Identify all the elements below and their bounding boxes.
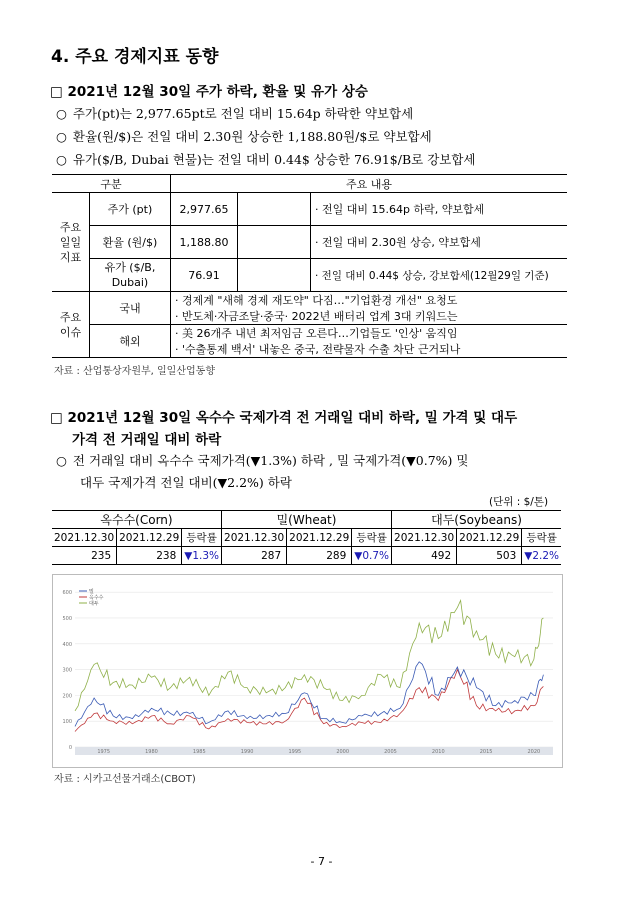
- corn-header: 옥수수(Corn): [52, 511, 222, 529]
- bullet-text: 전 거래일 대비 옥수수 국제가격(▼1.3%) 하락 , 밀 국제가격(▼0.7%) 및: [72, 453, 469, 468]
- chart-source-note: 자료 : 시카고선물거래소(CBOT): [54, 774, 196, 785]
- y-tick-label: 100: [62, 719, 72, 726]
- change-cell: ▼1.3%: [182, 547, 222, 565]
- y-tick-label: 200: [62, 693, 72, 700]
- row-note: · 전일 대비 2.30원 상승, 약보합세: [311, 226, 568, 259]
- series-line-대두: [75, 601, 543, 711]
- bullet-oil: [56, 150, 476, 168]
- domestic-item: · 반도체·자금조달·중국· 2022년 배터리 업계 3대 키워드는: [171, 308, 568, 325]
- unit-label: (단위 : $/톤): [489, 496, 549, 508]
- group-indicator: 주요 일일 지표: [52, 193, 89, 292]
- chart-svg: [53, 575, 562, 767]
- row-name: 환율 (원/$): [89, 226, 170, 259]
- overseas-item: · '수출통제 백서' 내놓은 중국, 전략물자 수출 차단 근거되나: [171, 341, 568, 358]
- bullet-text: 유가($/B, Dubai 현물)는 전일 대비 0.44$ 상승한 76.91$/B로 강보합세: [72, 152, 476, 167]
- price-cell: 289: [287, 547, 352, 565]
- x-tick-label: 1985: [192, 749, 206, 755]
- x-tick-label: 2005: [384, 749, 397, 755]
- source-note: 자료 : 산업통상자원부, 일일산업동향: [54, 366, 215, 377]
- y-tick-label: 400: [62, 641, 72, 648]
- price-cell: 238: [117, 547, 182, 565]
- overseas-item: · 美 26개주 내년 최저임금 오른다…기업들도 '인상' 움직임: [171, 325, 568, 342]
- overseas-label: 해외: [89, 325, 170, 358]
- row-blank: [238, 259, 311, 292]
- date-cell: 2021.12.29: [457, 529, 522, 547]
- bullet-marker: ○: [56, 453, 67, 468]
- bullet-marker: ○: [56, 152, 67, 167]
- change-header: 등락률: [182, 529, 222, 547]
- bullet-fx: [56, 127, 432, 145]
- change-header: 등락률: [522, 529, 561, 547]
- header-category: 구분: [52, 175, 171, 193]
- bullet-grain: [56, 451, 468, 469]
- row-name: 유가 ($/B, Dubai): [89, 259, 170, 292]
- row-value: 76.91: [171, 259, 238, 292]
- x-tick-label: 2015: [479, 749, 493, 755]
- bullet-grain-cont: 대두 국제가격 전일 대비(▼2.2%) 하락: [80, 475, 292, 490]
- row-value: 1,188.80: [171, 226, 238, 259]
- row-blank: [238, 193, 311, 226]
- legend-label: 옥수수: [89, 595, 104, 601]
- date-cell: 2021.12.30: [222, 529, 287, 547]
- date-cell: 2021.12.29: [117, 529, 182, 547]
- price-cell: 503: [457, 547, 522, 565]
- bullet-text: 환율(원/$)은 전일 대비 2.30원 상승한 1,188.80원/$로 약보합세: [72, 129, 432, 144]
- section1-heading: □ 2021년 12월 30일 주가 하락, 환율 및 유가 상승: [50, 84, 368, 100]
- x-tick-label: 1975: [97, 749, 111, 755]
- soy-header: 대두(Soybeans): [392, 511, 562, 529]
- page-number: - 7 -: [310, 855, 333, 868]
- date-cell: 2021.12.29: [287, 529, 352, 547]
- grain-price-chart: [52, 574, 563, 768]
- section-title: 4. 주요 경제지표 동향: [51, 47, 219, 67]
- price-cell: 235: [52, 547, 117, 565]
- legend-label: 대두: [89, 601, 99, 607]
- bullet-stock: [56, 104, 413, 122]
- domestic-item: · 경제계 "새해 경제 재도약" 다짐…"기업환경 개선" 요청도: [171, 292, 568, 309]
- indicator-table: [52, 174, 567, 358]
- y-tick-label: 500: [62, 615, 72, 622]
- row-note: · 전일 대비 15.64p 하락, 약보합세: [311, 193, 568, 226]
- y-tick-label: 600: [62, 590, 72, 597]
- group-issue: 주요 이슈: [52, 292, 89, 358]
- wheat-header: 밀(Wheat): [222, 511, 392, 529]
- domestic-label: 국내: [89, 292, 170, 325]
- header-content: 주요 내용: [171, 175, 568, 193]
- x-tick-label: 1995: [288, 749, 302, 755]
- bullet-marker: ○: [56, 106, 67, 121]
- price-cell: 287: [222, 547, 287, 565]
- y-tick-label: 0: [68, 745, 72, 751]
- section2-heading-cont: 가격 전 거래일 대비 하락: [72, 432, 222, 448]
- grain-price-table: [52, 510, 561, 565]
- x-tick-label: 1990: [240, 749, 254, 755]
- price-cell: 492: [392, 547, 457, 565]
- row-name: 주가 (pt): [89, 193, 170, 226]
- row-blank: [238, 226, 311, 259]
- y-tick-label: 300: [62, 667, 72, 674]
- x-tick-label: 2020: [527, 749, 541, 755]
- bullet-marker: ○: [56, 129, 67, 144]
- change-cell: ▼0.7%: [352, 547, 392, 565]
- row-value: 2,977.65: [171, 193, 238, 226]
- x-tick-label: 2010: [431, 749, 445, 755]
- bullet-text: 주가(pt)는 2,977.65pt로 전일 대비 15.64p 하락한 약보합세: [72, 106, 414, 121]
- date-cell: 2021.12.30: [392, 529, 457, 547]
- x-tick-label: 2000: [336, 749, 350, 755]
- change-cell: ▼2.2%: [522, 547, 561, 565]
- row-note: · 전일 대비 0.44$ 상승, 강보합세(12월29일 기준): [311, 259, 568, 292]
- date-cell: 2021.12.30: [52, 529, 117, 547]
- change-header: 등락률: [352, 529, 392, 547]
- legend-label: 밀: [89, 589, 94, 595]
- x-tick-label: 1980: [145, 749, 158, 755]
- section2-heading: □ 2021년 12월 30일 옥수수 국제가격 전 거래일 대비 하락, 밀 가격 및 대두: [50, 410, 518, 426]
